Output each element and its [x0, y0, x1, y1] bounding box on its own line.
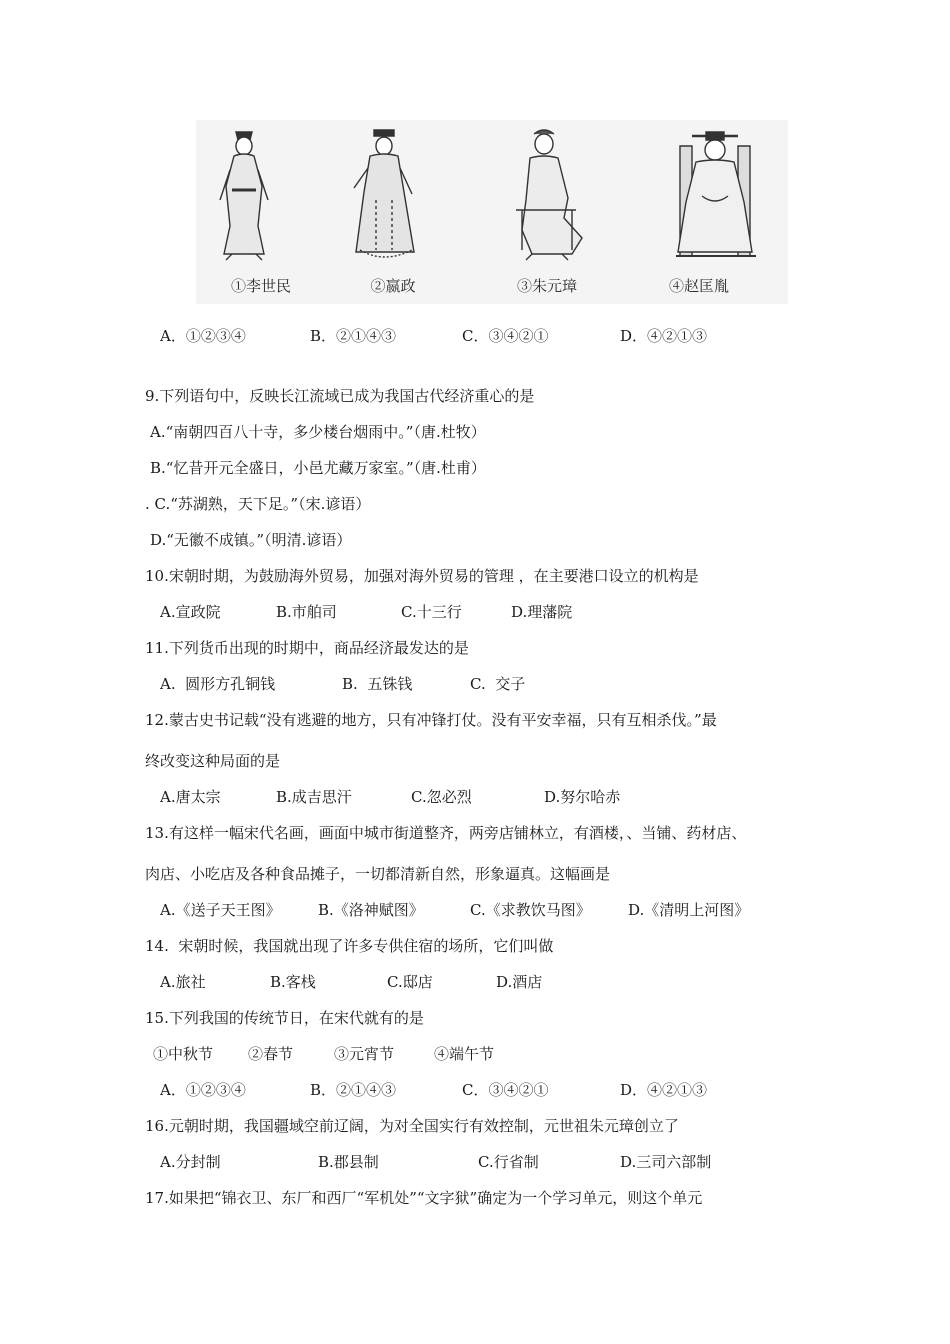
q15-option-b: B．②①④③: [310, 1081, 397, 1099]
portrait-label-4: ④赵匡胤: [668, 277, 729, 295]
q9-option-d: D.“无徽不成镇。”（明清.谚语）: [150, 531, 352, 549]
q15-option-d: D．④②①③: [620, 1081, 708, 1099]
q15-item-3: ③元宵节: [334, 1045, 395, 1063]
q17-stem: 17.如果把“锦衣卫、东厂和西厂“军机处”“文字狱”确定为一个学习单元，则这个单元: [145, 1189, 703, 1207]
q16-option-c: C.行省制: [478, 1153, 539, 1171]
portrait-label-1: ①李世民: [230, 277, 291, 295]
q14-option-d: D.酒店: [496, 973, 543, 991]
portrait-label-2: ②嬴政: [370, 277, 416, 295]
q10-option-c: C.十三行: [401, 603, 462, 621]
q16-stem: 16.元朝时期，我国疆域空前辽阔，为对全国实行有效控制，元世祖朱元璋创立了: [145, 1117, 679, 1135]
q12-stem-line2: 终改变这种局面的是: [145, 752, 281, 770]
portrait-zhao-kuangyin: [676, 132, 756, 256]
q12-stem-line1: 12.蒙古史书记载“没有逃避的地方，只有冲锋打仗。没有平安幸福，只有互相杀伐。”最: [145, 711, 717, 729]
q9-option-a: A.“南朝四百八十寺，多少楼台烟雨中。”（唐.杜牧）: [150, 423, 486, 441]
q10-option-d: D.理藩院: [511, 603, 573, 621]
q10-option-a: A.宣政院: [160, 603, 221, 621]
q13-option-a: A.《送子天王图》: [160, 901, 281, 919]
q15-stem: 15.下列我国的传统节日，在宋代就有的是: [145, 1009, 424, 1027]
q15-option-c: C．③④②①: [462, 1081, 549, 1099]
q9-option-c: . C.“苏湖熟，天下足。”（宋.谚语）: [145, 495, 371, 513]
q12-option-c: C.忽必烈: [411, 788, 472, 806]
q8-option-c: C．③④②①: [462, 327, 549, 345]
q11-option-c: C. 交子: [470, 675, 526, 693]
q13-option-d: D.《清明上河图》: [628, 901, 750, 919]
q14-option-a: A.旅社: [160, 973, 206, 991]
q11-option-b: B. 五铢钱: [342, 675, 413, 693]
emperor-portraits-figure: [196, 120, 788, 304]
q8-option-d: D．④②①③: [620, 327, 708, 345]
q11-stem: 11.下列货币出现的时期中，商品经济最发达的是: [145, 639, 469, 657]
q12-option-d: D.努尔哈赤: [544, 788, 621, 806]
q13-option-b: B.《洛神赋图》: [318, 901, 424, 919]
q10-stem: 10.宋朝时期，为鼓励海外贸易，加强对海外贸易的管理 ，在主要港口设立的机构是: [145, 567, 699, 585]
q16-option-a: A.分封制: [160, 1153, 221, 1171]
q13-stem-line1: 13.有这样一幅宋代名画，画面中城市街道整齐，两旁店铺林立，有酒楼，、当铺、药材店、: [145, 824, 747, 842]
q12-option-b: B.成吉思汗: [276, 788, 352, 806]
q12-option-a: A.唐太宗: [160, 788, 221, 806]
q9-stem: 9.下列语句中，反映长江流域已成为我国古代经济重心的是: [145, 387, 535, 405]
q11-option-a: A. 圆形方孔铜钱: [160, 675, 276, 693]
portrait-label-3: ③朱元璋: [516, 277, 577, 295]
q14-stem: 14. 宋朝时候，我国就出现了许多专供住宿的场所，它们叫做: [145, 937, 554, 955]
q15-item-4: ④端午节: [434, 1045, 495, 1063]
q8-option-a: A．①②③④: [160, 327, 246, 345]
q14-option-c: C.邸店: [387, 973, 433, 991]
q13-stem-line2: 肉店、小吃店及各种食品摊子，一切都清新自然，形象逼真。这幅画是: [145, 865, 611, 883]
q16-option-b: B.郡县制: [318, 1153, 379, 1171]
q9-option-b: B.“忆昔开元全盛日，小邑尤藏万家室。”（唐.杜甫）: [150, 459, 486, 477]
q15-item-1: ①中秋节: [153, 1045, 214, 1063]
q16-option-d: D.三司六部制: [620, 1153, 712, 1171]
q8-option-b: B．②①④③: [310, 327, 397, 345]
q15-item-2: ②春节: [248, 1045, 294, 1063]
q15-option-a: A．①②③④: [160, 1081, 246, 1099]
q13-option-c: C.《求教饮马图》: [470, 901, 591, 919]
q14-option-b: B.客栈: [270, 973, 316, 991]
q10-option-b: B.市舶司: [276, 603, 337, 621]
